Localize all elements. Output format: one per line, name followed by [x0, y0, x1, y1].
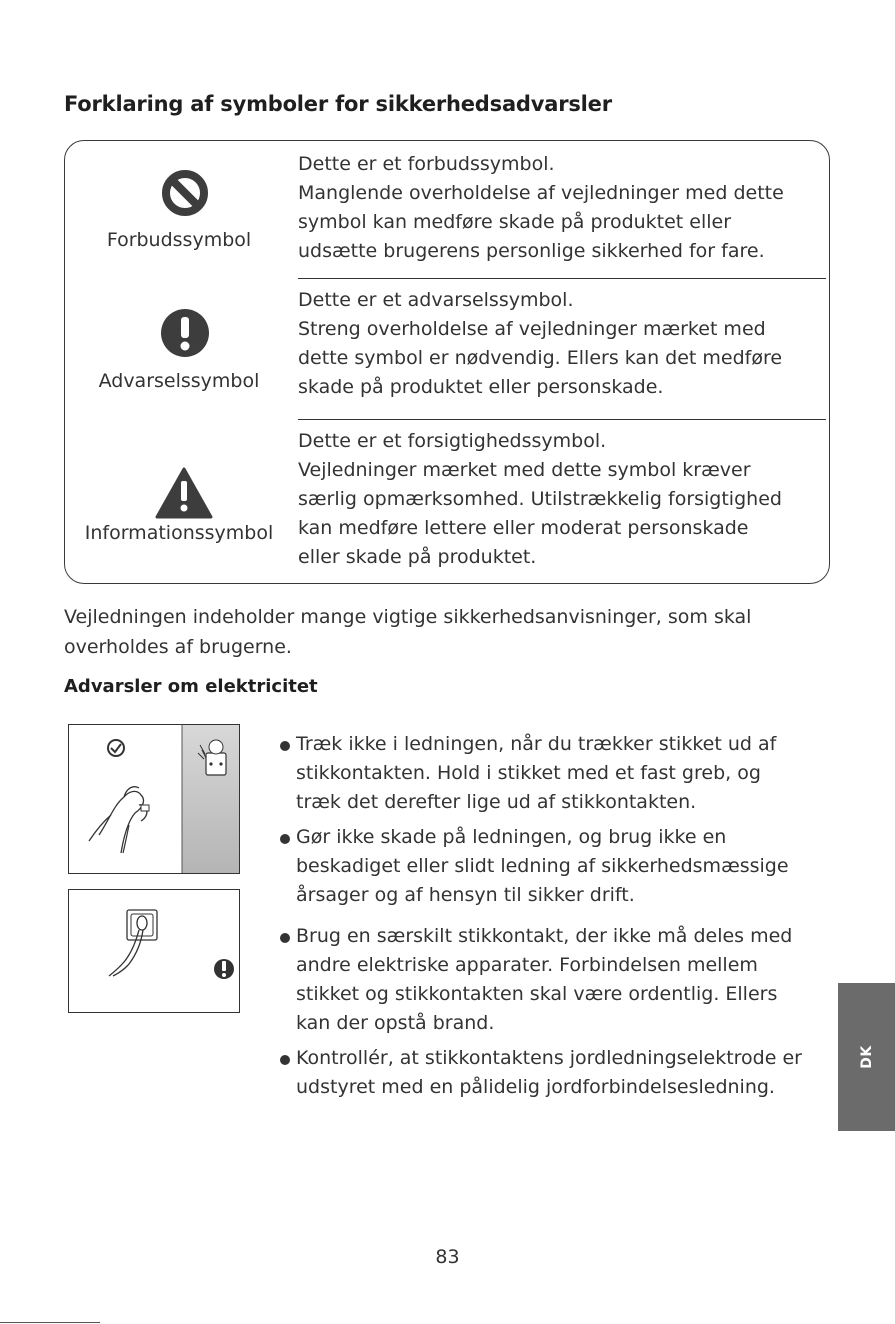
symbol-row-caution: [65, 421, 829, 583]
divider: [298, 278, 826, 279]
wall-socket-drawing: [69, 890, 240, 1013]
page-number: 83: [435, 1246, 460, 1268]
symbol-legend-box: [64, 140, 830, 584]
electric-warnings-heading: Advarsler om elektricitet: [64, 676, 318, 697]
illustration-unplug-hand: [68, 724, 240, 874]
symbol-description-warning: Dette er et advarselssymbol. Streng overholdelse af vejledninger mærket med dette symbol er nødvendig. Ellers kan det medføre skade på produktet eller personskade.: [298, 289, 783, 398]
symbol-description-prohibition: Dette er et forbudssymbol. Manglende overholdelse af vejledninger med dette symbol kan medføre skade på produktet eller udsætte brugerens personlige sikkerhed for fare.: [298, 153, 784, 262]
list-item: Træk ikke i ledningen, når du trækker stikket ud af stikkontakten. Hold i stikket med et fast greb, og træk det derefter lige ud af stikkontakten.: [280, 730, 840, 817]
symbol-name-caution: Informationssymbol: [84, 522, 274, 544]
warning-exclamation-icon: [160, 308, 210, 358]
list-item: Gør ikke skade på ledningen, og brug ikke en beskadiget eller slidt ledning af sikkerhedsmæssige årsager og af hensyn til sikker drift.: [280, 823, 840, 910]
intro-paragraph: Vejledningen indeholder mange vigtige sikkerhedsanvisninger, som skal overholdes af brugerne.: [64, 606, 752, 658]
bullet-dot: [280, 1055, 290, 1065]
warning-small-icon: [214, 959, 234, 979]
symbol-name-warning: Advarselssymbol: [98, 370, 260, 392]
bullet-dot: [280, 741, 290, 751]
list-item: Brug en særskilt stikkontakt, der ikke må deles med andre elektriske apparater. Forbindelsen mellem stikket og stikkontakten skal være ordentlig. Ellers kan der opstå brand.: [280, 922, 840, 1038]
symbol-name-prohibition: Forbudssymbol: [106, 229, 252, 251]
bullet-dot: [280, 933, 290, 943]
symbol-description-caution: Dette er et forsigtighedssymbol. Vejledninger mærket med dette symbol kræver særlig opmærksomhed. Utilstrækkelig forsigtighed kan medføre lettere eller moderat personskade eller skade på produktet.: [298, 430, 782, 568]
symbol-row-warning: [65, 281, 829, 419]
prohibition-icon: [160, 168, 210, 218]
language-tab: [838, 983, 895, 1131]
bullet-dot: [280, 834, 290, 844]
footer-line: [0, 1322, 100, 1323]
caution-triangle-icon: [155, 467, 213, 519]
page-heading: Forklaring af symboler for sikkerhedsadvarsler: [64, 92, 612, 116]
divider: [298, 419, 826, 420]
symbol-row-prohibition: [65, 141, 829, 279]
electric-warnings-list: [280, 730, 840, 1102]
prohibition-small-icon: [108, 740, 124, 756]
illustration-wall-socket: [68, 889, 240, 1013]
language-tab-label: DK: [858, 1045, 875, 1069]
unplug-hand-drawing: [69, 725, 240, 874]
list-item: Kontrollér, at stikkontaktens jordledningselektrode er udstyret med en pålidelig jordforbindelsesledning.: [280, 1044, 840, 1102]
